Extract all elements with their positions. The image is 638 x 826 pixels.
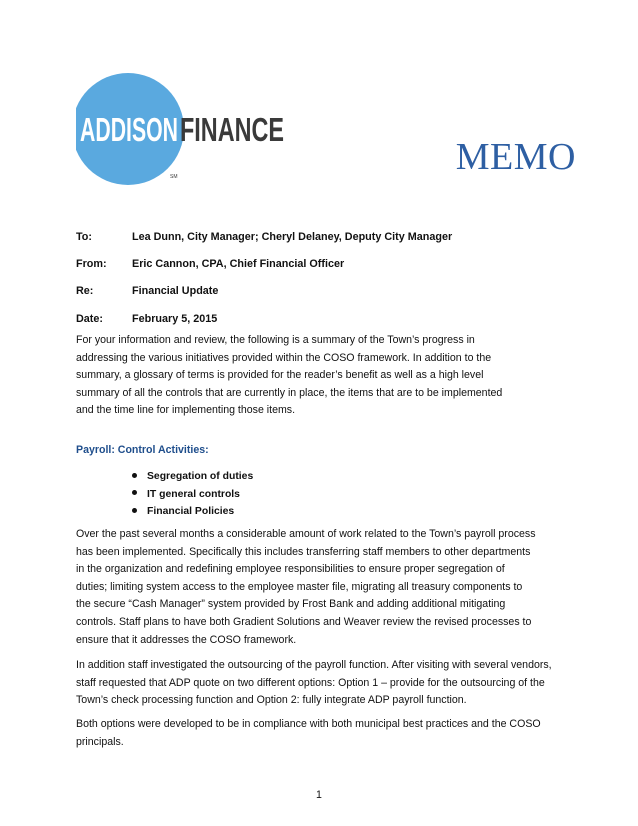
header-from-value: Eric Cannon, CPA, Chief Financial Officer [132, 258, 345, 270]
bullet-item [132, 468, 253, 486]
bullet-item [132, 503, 253, 521]
header-re-value: Financial Update [132, 285, 219, 297]
bullet-text: Financial Policies [147, 506, 235, 518]
bullet-text: Segregation of duties [147, 471, 254, 482]
header-to-key: To: [76, 231, 92, 243]
intro-line: For your information and review, the following is a summary of the Town’s progress in [76, 334, 475, 346]
body1-line: duties; limiting system access to the employee master file, migrating all treasury components to [76, 580, 523, 593]
body3-line: principals. [76, 735, 124, 748]
addison-finance-logo [76, 73, 286, 188]
intro-line: and the time line for implementing those items. [76, 404, 296, 417]
page-number: 1 [316, 789, 322, 801]
body-paragraph-3 [76, 716, 576, 751]
header-to-value: Lea Dunn, City Manager; Cheryl Delaney, Deputy City Manager [132, 231, 453, 243]
header-re-key: Re: [76, 285, 94, 297]
body3-line: Both options were developed to be in compliance with both municipal best practices and the COSO [76, 718, 541, 730]
memo-title: MEMO [455, 136, 576, 178]
body1-line: has been implemented. Specifically this includes transferring staff members to other departments [76, 545, 531, 558]
header-from-key: From: [76, 258, 107, 270]
intro-line: addressing the various initiatives provided within the COSO framework. In addition to the [76, 351, 492, 364]
bullet-icon [132, 508, 137, 513]
body-paragraph-2 [76, 657, 596, 710]
bullet-icon [132, 473, 137, 478]
body2-line: staff requested that ADP quote on two different options: Option 1 – provide for the outsourcing of the [76, 676, 545, 689]
logo-service-mark: SM [170, 174, 178, 180]
body2-line: In addition staff investigated the outsourcing of the payroll function. After visiting with several vendors, [76, 659, 552, 671]
bullet-text: IT general controls [147, 488, 240, 500]
body1-line: controls. Staff plans to have both Gradient Solutions and Weaver review the revised processes to [76, 615, 532, 628]
body-paragraph-1 [76, 526, 576, 649]
intro-line: summary of all the controls that are currently in place, the items that are to be implemented [76, 386, 503, 399]
bullet-icon [132, 490, 137, 495]
body1-line: the secure “Cash Manager” system provided by Frost Bank and adding additional mitigating [76, 598, 506, 611]
body2-line: Town’s check processing function and Option 2: fully integrate ADP payroll function. [76, 694, 467, 707]
bullet-item [132, 486, 253, 504]
intro-paragraph [76, 332, 576, 420]
intro-line: summary, a glossary of terms is provided for the reader’s benefit as well as a high level [76, 369, 484, 382]
body1-line: ensure that it addresses the COSO framework. [76, 633, 297, 646]
header-date-value: February 5, 2015 [132, 313, 218, 325]
header-date-key: Date: [76, 313, 103, 325]
bullet-list [132, 468, 253, 521]
section-heading: Payroll: Control Activities: [76, 444, 209, 456]
body1-line: Over the past several months a considerable amount of work related to the Town’s payroll process [76, 528, 536, 540]
logo-word-finance: FINANCE [180, 111, 284, 148]
logo-word-addison: ADDISON [80, 111, 178, 148]
body1-line: in the organization and redefining employee responsibilities to ensure proper segregation of [76, 563, 505, 576]
